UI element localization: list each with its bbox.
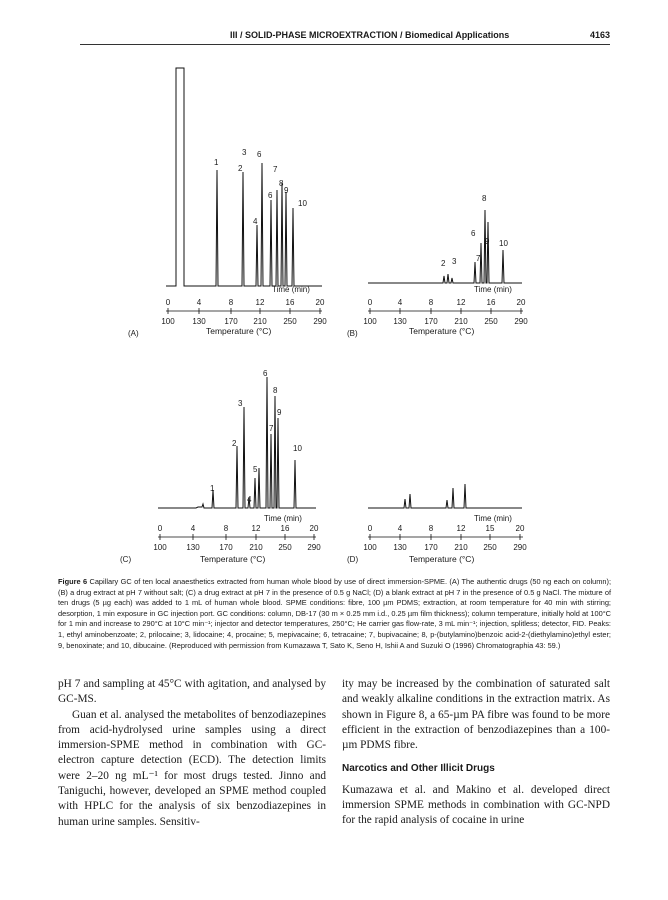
panel-b-time-axis bbox=[368, 298, 526, 307]
temp-tick: 250 bbox=[278, 543, 292, 552]
temp-tick: 210 bbox=[454, 543, 468, 552]
panel-b-peak-label: 3 bbox=[452, 257, 457, 266]
temp-tick: 130 bbox=[192, 317, 206, 326]
time-tick: 15 bbox=[485, 524, 495, 533]
panel-c-peak-label: 3 bbox=[238, 399, 243, 408]
panel-c-peak-label: 5 bbox=[253, 465, 258, 474]
panel-b-peak-label: 2 bbox=[441, 259, 446, 268]
panel-c-label: (C) bbox=[120, 555, 132, 564]
panel-b-peak-label: 10 bbox=[499, 239, 508, 248]
time-tick: 20 bbox=[516, 298, 526, 307]
temp-tick: 170 bbox=[224, 317, 238, 326]
time-tick: 4 bbox=[397, 524, 403, 533]
time-tick: 12 bbox=[251, 524, 261, 533]
panel-a-peak-label: 8 bbox=[279, 179, 284, 188]
page-number: 4163 bbox=[589, 30, 610, 40]
panel-c-peak-label: 7 bbox=[269, 424, 274, 433]
panel-b-temp-title: Temperature (°C) bbox=[409, 326, 475, 336]
time-tick: 12 bbox=[456, 298, 466, 307]
time-tick: 0 bbox=[165, 298, 171, 307]
panel-b-temp-axis bbox=[363, 317, 528, 326]
panel-c-time-axis bbox=[158, 524, 319, 533]
panel-d-time-axis bbox=[368, 524, 525, 533]
figure-caption bbox=[58, 577, 611, 651]
panel-a-axis-line bbox=[166, 308, 322, 314]
time-tick: 0 bbox=[157, 524, 163, 533]
time-tick: 0 bbox=[367, 298, 373, 307]
panel-a-label: (A) bbox=[128, 329, 139, 338]
panel-c-peak-label: 4 bbox=[247, 495, 252, 504]
panel-a bbox=[128, 68, 327, 338]
time-tick: 8 bbox=[223, 524, 229, 533]
running-title: III / SOLID-PHASE MICROEXTRACTION / Biomedical Applications bbox=[230, 30, 510, 40]
body-column-left bbox=[58, 677, 326, 830]
temp-tick: 130 bbox=[186, 543, 200, 552]
panel-c-temp-title: Temperature (°C) bbox=[200, 554, 266, 564]
panel-c-axis-line bbox=[158, 534, 316, 540]
panel-c-time-title: Time (min) bbox=[264, 514, 302, 523]
panel-a-peak-label: 3 bbox=[242, 148, 247, 157]
panel-a-temp-title: Temperature (°C) bbox=[206, 326, 272, 336]
temp-tick: 130 bbox=[393, 543, 407, 552]
panel-a-peak-label: 6 bbox=[268, 191, 273, 200]
temp-tick: 250 bbox=[483, 543, 497, 552]
panel-c bbox=[120, 369, 321, 564]
panel-d bbox=[347, 484, 527, 564]
temp-tick: 100 bbox=[363, 543, 377, 552]
figure-label: Figure 6 bbox=[58, 577, 88, 586]
panel-b-peak-label: 8 bbox=[482, 194, 487, 203]
panel-d-temp-axis bbox=[363, 543, 527, 552]
temp-tick: 170 bbox=[424, 317, 438, 326]
time-tick: 20 bbox=[309, 524, 319, 533]
panel-c-peak-label: 6 bbox=[263, 369, 268, 378]
caption-text: Capillary GC of ten local anaesthetics extracted from human whole blood by use of direct immersion-SPME. (A) The authentic drugs (50 ng each on column); (B) a drug extract at pH 7 without salt; (C) a drug extract at pH 7 in the presence of 0.5 g NaCl; (D) a blank extract at pH 7 in the presence of 0.5 g NaCl. The mixture of ten drugs (5 µg each) was added to 1 mL of human whole blood. SPME conditions: fibre, 100 µm PDMS; extraction, at room temperature for 40 min with stirring; desorption, 1 min exposure in GC injection port. GC conditions: column, DB-17 (30 m × 0.25 mm i.d., 0.25 µm film thickness); column temperature, initially hold at 100°C for 1 min and increase to 290°C at 10°C min⁻¹; injector and detector temperatures, 250°C; He carrier gas flow-rate, 3 mL min⁻¹; injection, splitless; detector, FID. Peaks: 1, ethyl aminobenzoate; 2, prilocaine; 3, lidocaine; 4, procaine; 5, mepivacaine; 6, tetracaine; 7, bupivacaine; 8, p-(butylamino)benzoic acid-2-(diethylamino)ethyl ester; 9, benoxinate; and 10, dibucaine. (Reproduced with permission from Kumazawa T, Sato K, Seno H, Ishii A and Suzuki O (1996) Chromatographia 43: 59.) bbox=[58, 577, 612, 650]
panel-b-label: (B) bbox=[347, 329, 358, 338]
time-tick: 12 bbox=[456, 524, 466, 533]
temp-tick: 100 bbox=[161, 317, 175, 326]
panel-b-peak-label: 6 bbox=[471, 229, 476, 238]
time-tick: 4 bbox=[196, 298, 202, 307]
panel-a-peak-label: 7 bbox=[273, 165, 278, 174]
panel-a-time-title: Time (min) bbox=[272, 285, 310, 294]
temp-tick: 210 bbox=[454, 317, 468, 326]
panel-a-temp-axis bbox=[161, 317, 327, 326]
temp-tick: 170 bbox=[424, 543, 438, 552]
time-tick: 4 bbox=[190, 524, 196, 533]
panel-d-time-title: Time (min) bbox=[474, 514, 512, 523]
time-tick: 20 bbox=[315, 298, 325, 307]
panel-d-temp-title: Temperature (°C) bbox=[409, 554, 475, 564]
paragraph: pH 7 and sampling at 45°C with agitation, and analysed by GC-MS. bbox=[58, 678, 326, 706]
paragraph: ity may be increased by the combination of saturated salt and weakly alkaline conditions in the extraction matrix. As shown in Figure 8, a 65-µm PA fibre was found to be more efficient in the extraction of benzodiazepines than a 100-µm PDMS fibre. bbox=[342, 678, 610, 752]
temp-tick: 250 bbox=[484, 317, 498, 326]
temp-tick: 130 bbox=[393, 317, 407, 326]
temp-tick: 290 bbox=[307, 543, 321, 552]
temp-tick: 210 bbox=[253, 317, 267, 326]
time-tick: 16 bbox=[285, 298, 295, 307]
time-tick: 8 bbox=[228, 298, 234, 307]
paragraph: Guan et al. analysed the metabolites of benzodiazepines from acid-hydrolysed urine samples using a direct immersion-SPME method in combination with GC-electron capture detection (ECD). The detection limits were 2–20 ng mL⁻¹ for most drugs tested. Jinno and Taniguchi, however, developed an SPME method coupled with HPLC for the analysis of six benzodiazepines in human urine samples. Sensitiv- bbox=[58, 708, 326, 828]
panel-c-peak-label: 9 bbox=[277, 408, 282, 417]
time-tick: 8 bbox=[428, 298, 434, 307]
panel-a-trace bbox=[166, 68, 322, 286]
panel-c-peak-label: 10 bbox=[293, 444, 302, 453]
panel-a-peak-label: 10 bbox=[298, 199, 307, 208]
temp-tick: 290 bbox=[313, 317, 327, 326]
panel-a-peak-label: 6 bbox=[257, 150, 262, 159]
panel-a-peak-label: 4 bbox=[253, 217, 258, 226]
time-tick: 12 bbox=[255, 298, 265, 307]
temp-tick: 170 bbox=[219, 543, 233, 552]
time-tick: 0 bbox=[367, 524, 373, 533]
panel-c-temp-axis bbox=[153, 543, 321, 552]
temp-tick: 100 bbox=[363, 317, 377, 326]
body-column-right bbox=[342, 677, 610, 829]
temp-tick: 210 bbox=[249, 543, 263, 552]
time-tick: 16 bbox=[280, 524, 290, 533]
panel-a-peak-label: 2 bbox=[238, 164, 243, 173]
temp-tick: 100 bbox=[153, 543, 167, 552]
panel-d-label: (D) bbox=[347, 555, 359, 564]
time-tick: 8 bbox=[428, 524, 434, 533]
panel-b-time-title: Time (min) bbox=[474, 285, 512, 294]
temp-tick: 290 bbox=[514, 317, 528, 326]
section-heading: Narcotics and Other Illicit Drugs bbox=[342, 763, 495, 775]
panel-c-peak-label: 1 bbox=[210, 484, 215, 493]
temp-tick: 250 bbox=[283, 317, 297, 326]
panel-d-axis-line bbox=[368, 534, 523, 540]
panel-c-peak-label: 8 bbox=[273, 386, 278, 395]
panel-b-axis-line bbox=[368, 308, 523, 314]
panel-b-peak-label: 7 bbox=[476, 254, 481, 263]
panel-a-peak-label: 1 bbox=[214, 158, 219, 167]
panel-a-time-axis bbox=[166, 298, 325, 307]
time-tick: 20 bbox=[515, 524, 525, 533]
panel-c-peak-label: 2 bbox=[232, 439, 237, 448]
paragraph: Kumazawa et al. and Makino et al. developed direct immersion SPME methods in combination with GC-NPD for the rapid analysis of cocaine in urine bbox=[342, 783, 610, 827]
panel-d-trace bbox=[368, 484, 522, 508]
panel-c-trace bbox=[158, 377, 316, 508]
time-tick: 16 bbox=[486, 298, 496, 307]
time-tick: 4 bbox=[397, 298, 403, 307]
panel-b bbox=[347, 194, 528, 338]
temp-tick: 290 bbox=[513, 543, 527, 552]
panel-b-peak-label: 9 bbox=[485, 237, 490, 246]
panel-a-peak-label: 9 bbox=[284, 186, 289, 195]
